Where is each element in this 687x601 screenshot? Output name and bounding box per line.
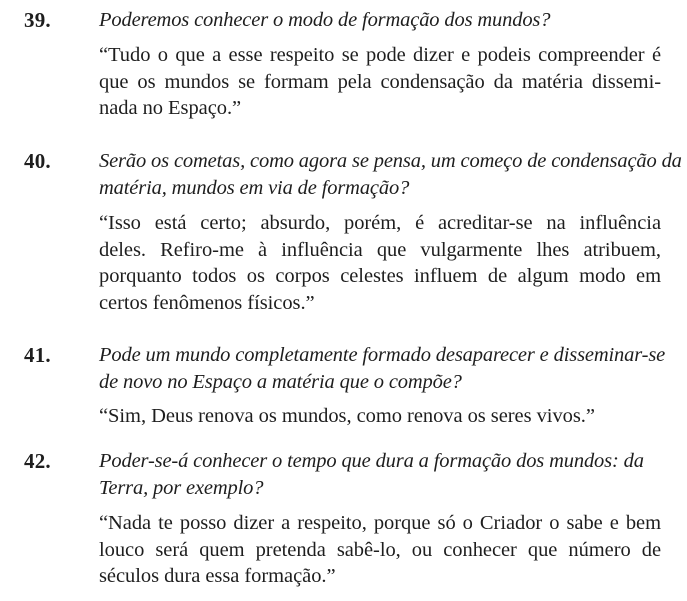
answer-line: “Nada te posso dizer a respeito, porque só o Criador o sabe e bem [99,512,661,534]
answer-line: louco será quem pretenda sabê-lo, ou conhecer que número de [99,538,661,561]
question-text [99,148,682,201]
question-number: 40. [24,149,51,173]
question-number: 39. [24,8,51,32]
question-text [99,448,661,501]
answer-line: séculos dura essa formação.” [99,565,336,587]
answer-line: “Isso está certo; absurdo, porém, é acreditar-se na influência [99,212,661,234]
question-line: Poder-se-á conhecer o tempo que dura a formação dos mundos: da [99,450,644,472]
answer-line: nada no Espaço.” [99,97,242,119]
answer-line: que os mundos se formam pela condensação da matéria dissemi- [99,70,661,93]
answer-line: porquanto todos os corpos celestes influem de algum modo em [99,265,661,287]
question-line: Pode um mundo completamente formado desaparecer e disseminar-se [99,344,666,366]
answer-line: “Sim, Deus renova os mundos, como renova os seres vivos.” [99,405,595,427]
question-line: matéria, mundos em via de formação? [99,176,410,199]
question-text [99,7,661,34]
answer-text [99,210,661,316]
answer-text [99,42,661,122]
question-line: de novo no Espaço a matéria que o compõe? [99,370,462,393]
question-line: Terra, por exemplo? [99,476,264,499]
answer-line: deles. Refiro-me à influência que vulgarmente lhes atribuem, [99,238,661,261]
question-number: 41. [24,343,51,367]
question-line: Poderemos conhecer o modo de formação dos mundos? [99,9,551,31]
answer-text [99,510,661,590]
answer-line: “Tudo o que a esse respeito se pode dizer e podeis compreender é [99,44,661,66]
question-number: 42. [24,449,51,473]
question-line: Serão os cometas, como agora se pensa, um começo de condensação da [99,150,682,172]
question-text [99,342,666,395]
answer-text [99,403,661,430]
answer-line: certos fenômenos físicos.” [99,291,315,314]
